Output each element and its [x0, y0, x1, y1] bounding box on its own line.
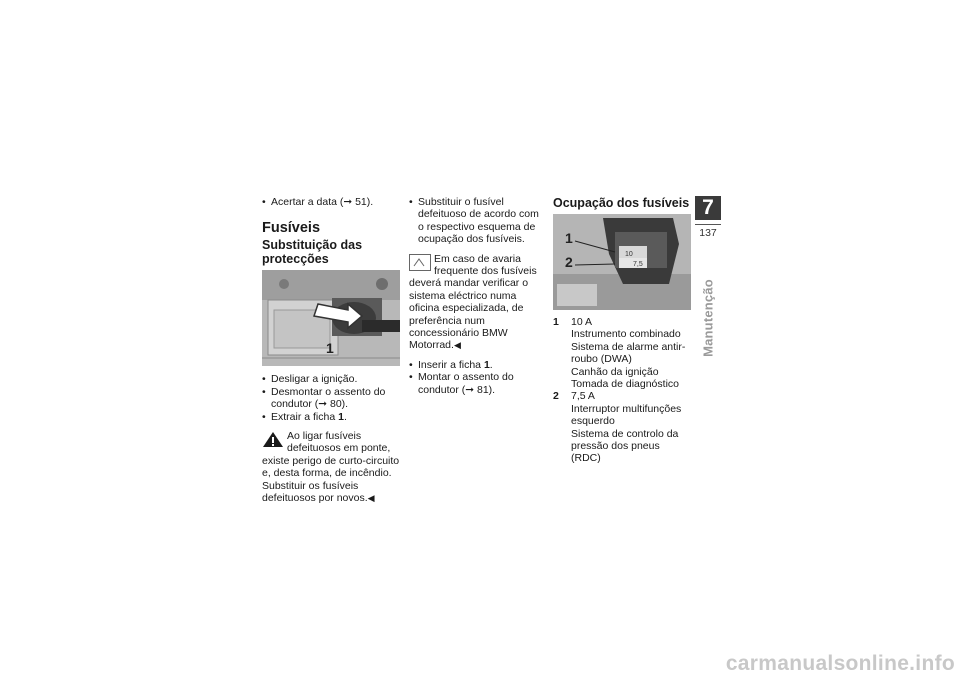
legend-line: pressão dos pneus (RDC)	[571, 440, 660, 465]
figure-fuse-plug	[262, 270, 400, 366]
section-title-fuse-assignment: Ocupação dos fusíveis	[553, 196, 690, 210]
fuse-label-7-5: 7,5	[633, 261, 643, 268]
subsection-title-replace: Substituição das protecções	[262, 238, 363, 267]
legend-line: esquerdo	[571, 415, 615, 428]
fuse-label-10: 10	[625, 251, 633, 258]
legend-line: 7,5 A	[571, 390, 595, 403]
text: .	[489, 358, 493, 371]
warning-text-2: Substituir os fusíveis defeituosos por novos.	[262, 479, 368, 505]
column-middle	[409, 196, 544, 396]
column-right	[553, 196, 691, 465]
page-number: 137	[695, 224, 721, 239]
legend-number: 2	[553, 390, 559, 403]
info-note-icon	[409, 254, 431, 271]
bullet-set-date: • Acertar a data (➞ 51).	[262, 196, 400, 208]
column-left	[262, 196, 400, 504]
legend-line: Canhão da ignição	[571, 365, 659, 378]
ref-number: 1	[338, 410, 344, 423]
bullet-insert-plug	[409, 359, 544, 371]
legend-line: 10 A	[571, 316, 593, 328]
chapter-number: 7	[695, 196, 721, 220]
ref-number: 1	[483, 358, 490, 371]
text: Inserir a ficha	[418, 358, 484, 371]
legend-item	[553, 316, 691, 390]
section-title-fuses: Fusíveis	[262, 220, 321, 237]
warning-text-1: Ao ligar fusíveis defeituosos em ponte, existe perigo de curto-circuito e, desta forma, de incêndio.	[262, 430, 400, 480]
legend-line: Interruptor multifunções	[571, 402, 682, 415]
watermark: carmanualsonline.info	[725, 652, 955, 675]
info-note-text: Em caso de avaria frequente dos fusíveis deverá mandar verificar o sistema eléctrico numa oficina especializada, de preferência num concessionário BMW Motorrad.	[409, 252, 537, 352]
end-mark: ◀	[453, 340, 461, 351]
legend-number: 1	[553, 316, 559, 328]
legend-line: Sistema de alarme antir-	[571, 340, 686, 353]
fuse-legend	[553, 316, 691, 465]
legend-item	[553, 390, 691, 464]
bullet-mount-seat: • Montar o assento do condutor (➞ 81).	[409, 371, 544, 396]
warning-note	[262, 430, 400, 504]
figure-callout-1: 1	[326, 340, 334, 357]
figure-callout-2: 2	[565, 254, 573, 270]
bullet-replace-fuse: • Substituir o fusível defeituoso de acordo com o respectivo esquema de ocupação dos fusíveis.	[409, 196, 544, 246]
legend-line: roubo (DWA)	[571, 353, 632, 366]
legend-line: Tomada de diagnóstico	[571, 378, 679, 391]
text: .	[343, 410, 347, 423]
chapter-title-vertical: Manutenção	[700, 279, 716, 357]
text: Extrair a ficha	[271, 410, 339, 423]
info-note	[409, 253, 544, 352]
bullet-extract-plug	[262, 411, 400, 423]
end-mark: ◀	[367, 493, 375, 504]
warning-triangle-icon	[262, 431, 284, 448]
figure-callout-1: 1	[565, 230, 573, 246]
bullet-remove-seat: • Desmontar o assento do condutor (➞ 80).	[262, 386, 400, 411]
photo-fuse-box	[553, 214, 691, 310]
legend-line: Sistema de controlo da	[571, 427, 679, 440]
legend-line: Instrumento combinado	[571, 328, 681, 341]
bullet-ignition-off: • Desligar a ignição.	[262, 373, 400, 385]
figure-fuse-box	[553, 214, 691, 310]
